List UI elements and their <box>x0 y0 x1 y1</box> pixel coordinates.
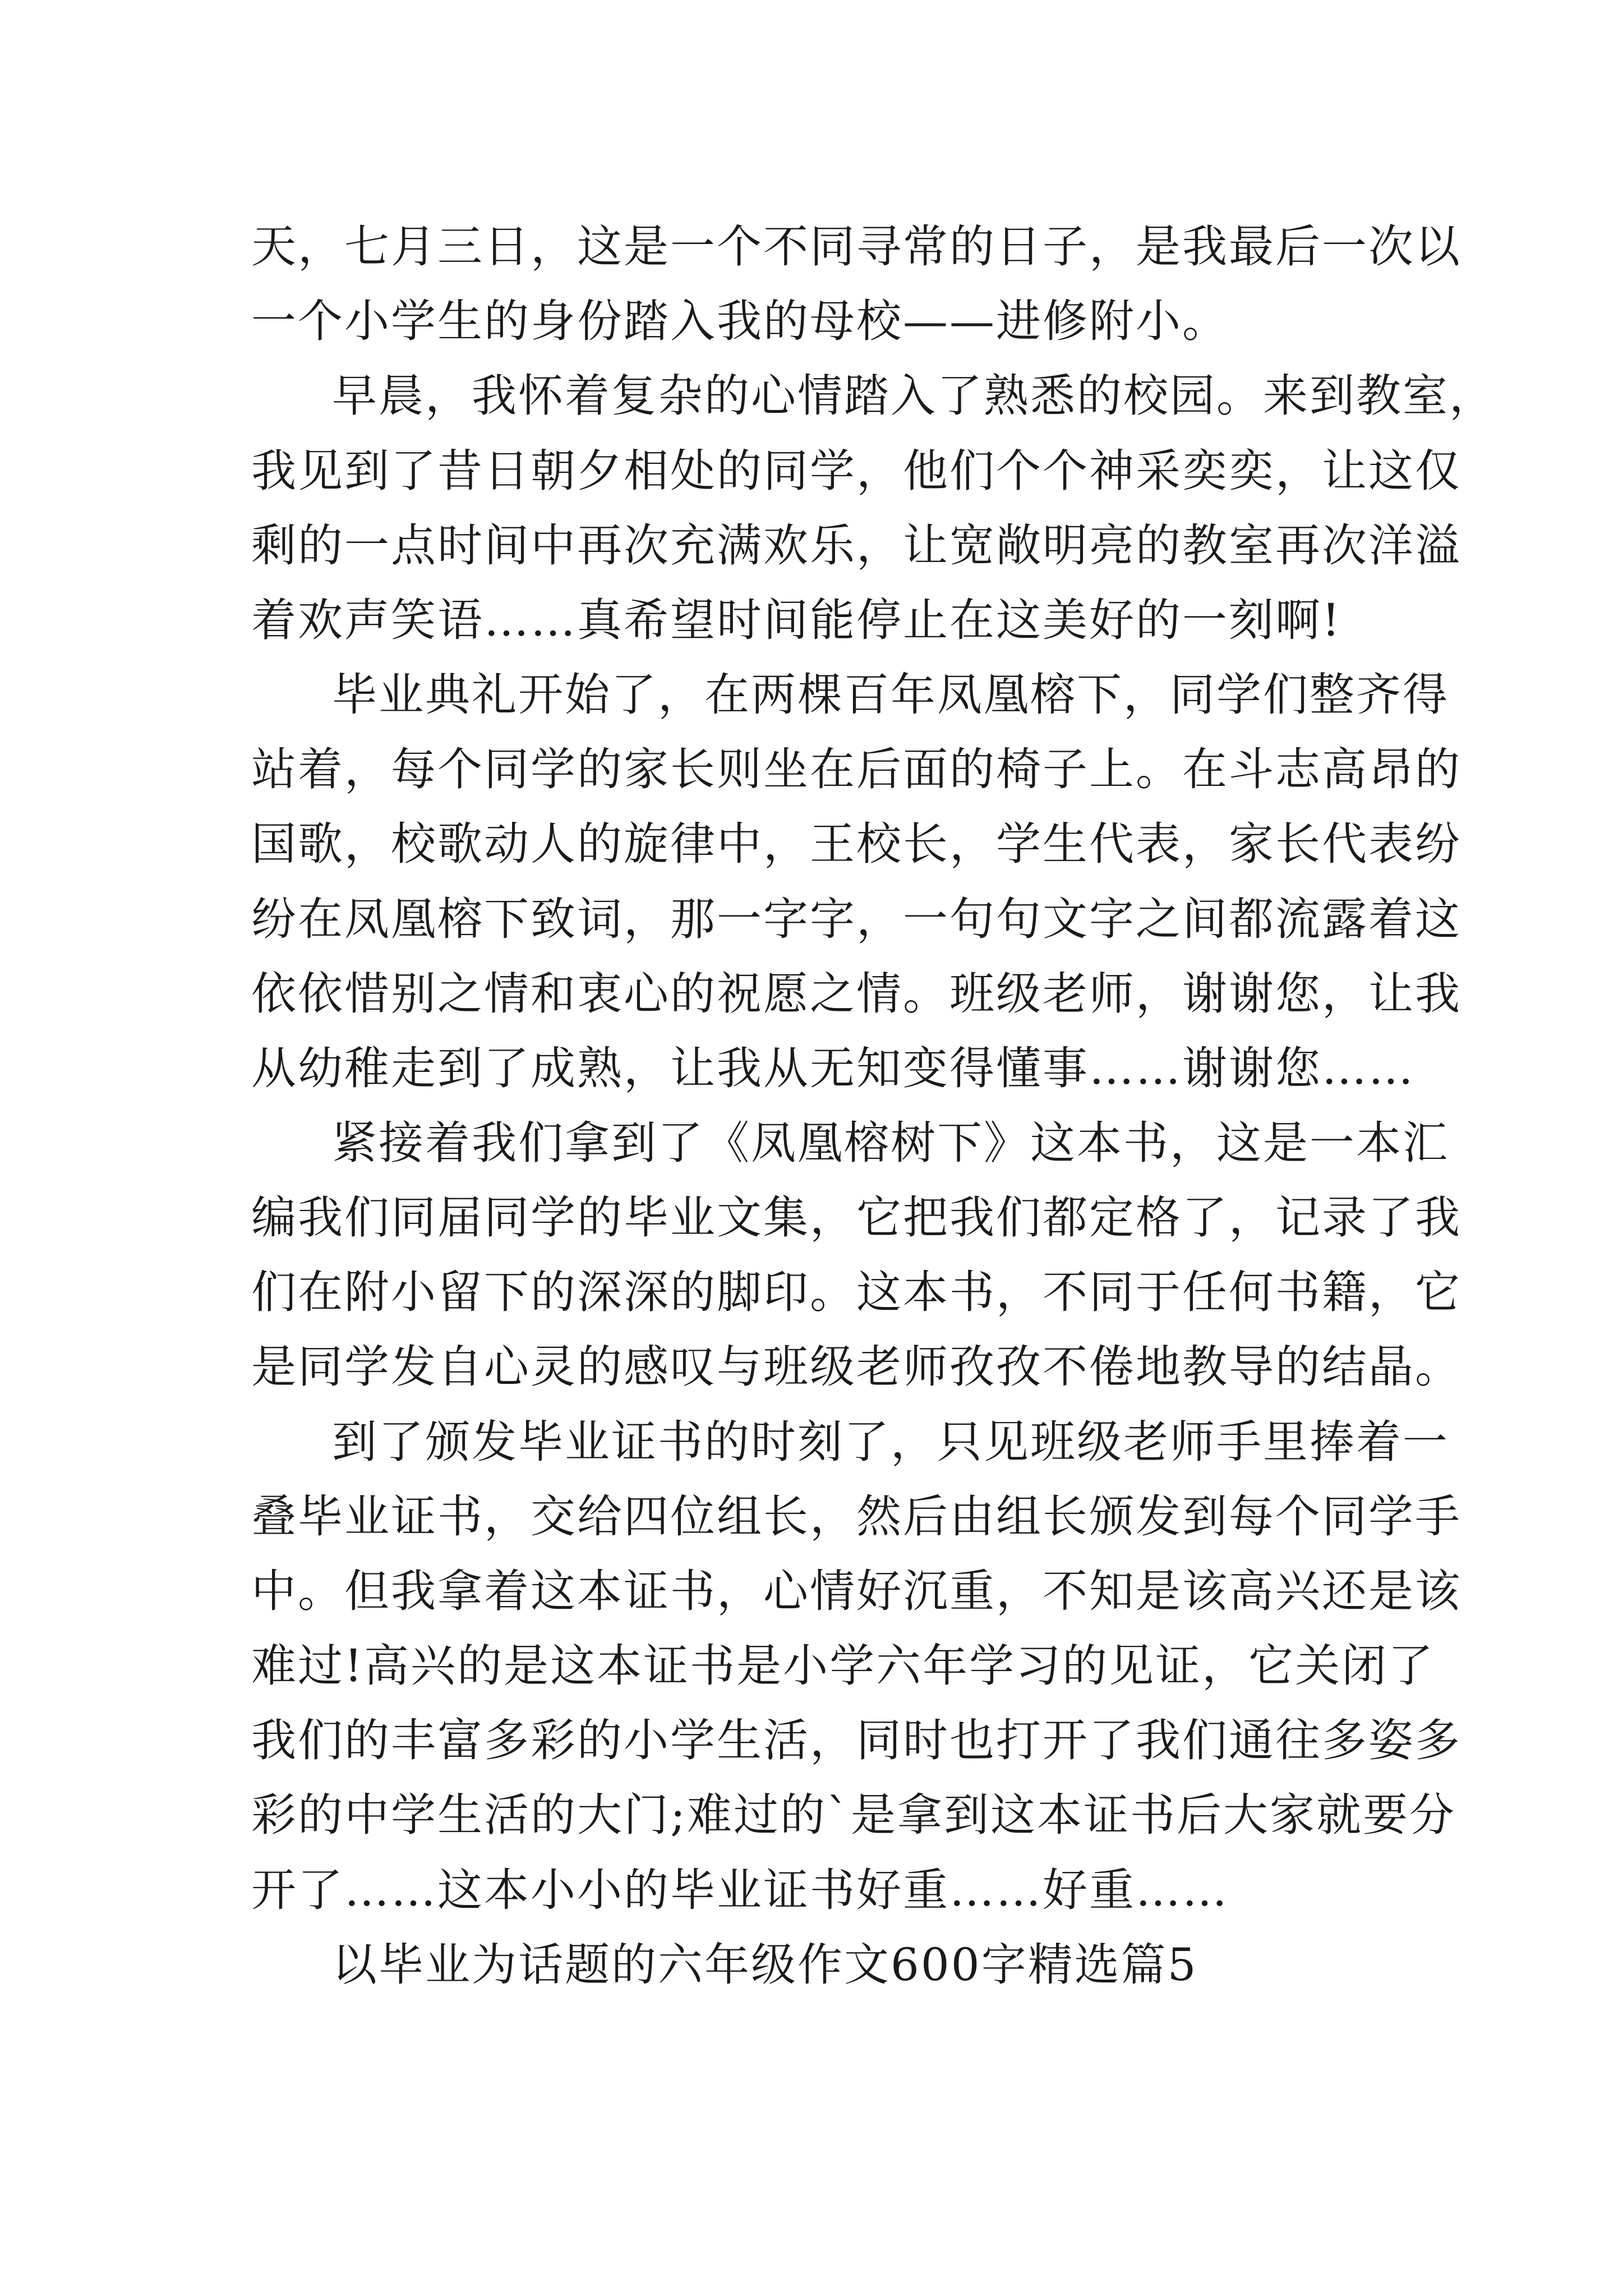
paragraph-start-line: 早晨，我怀着复杂的心情踏入了熟悉的校园。来到教室， <box>332 370 1496 422</box>
text-line: 们在附小留下的深深的脚印。这本书，不同于任何书籍，它 <box>251 1266 1461 1318</box>
paragraph-start-line: 毕业典礼开始了，在两棵百年凤凰榕下，同学们整齐得 <box>332 669 1449 721</box>
text-line: 依依惜别之情和衷心的祝愿之情。班级老师，谢谢您，让我 <box>251 968 1461 1020</box>
text-line: 从幼稚走到了成熟，让我从无知变得懂事……谢谢您…… <box>251 1042 1415 1094</box>
text-line: 彩的中学生活的大门;难过的`是拿到这本证书后大家就要分 <box>251 1789 1456 1841</box>
text-line: 我们的丰富多彩的小学生活，同时也打开了我们通往多姿多 <box>251 1714 1461 1766</box>
text-line: 剩的一点时间中再次充满欢乐，让宽敞明亮的教室再次洋溢 <box>251 519 1461 572</box>
text-line: 叠毕业证书，交给四位组长，然后由组长颁发到每个同学手 <box>251 1490 1461 1543</box>
text-line: 难过!高兴的是这本证书是小学六年学习的见证，它关闭了 <box>251 1640 1435 1692</box>
text-line: 纷在凤凰榕下致词，那一字字，一句句文字之间都流露着这 <box>251 893 1461 945</box>
text-line: 站着，每个同学的家长则坐在后面的椅子上。在斗志高昂的 <box>251 743 1461 795</box>
text-line: 我见到了昔日朝夕相处的同学，他们个个神采奕奕，让这仅 <box>251 445 1461 497</box>
text-line: 中。但我拿着这本证书，心情好沉重，不知是该高兴还是该 <box>251 1565 1461 1617</box>
paragraph-start-line: 紧接着我们拿到了《凤凰榕树下》这本书，这是一本汇 <box>332 1117 1449 1169</box>
text-line: 天，七月三日，这是一个不同寻常的日子，是我最后一次以 <box>251 220 1461 273</box>
paragraph-start-line: 到了颁发毕业证书的时刻了，只见班级老师手里捧着一 <box>332 1416 1449 1468</box>
text-line: 国歌，校歌动人的旋律中，王校长，学生代表，家长代表纷 <box>251 818 1461 870</box>
text-line: 是同学发自心灵的感叹与班级老师孜孜不倦地教导的结晶。 <box>251 1341 1461 1393</box>
text-line: 编我们同届同学的毕业文集，它把我们都定格了，记录了我 <box>251 1191 1461 1244</box>
section-heading: 以毕业为话题的六年级作文600字精选篇5 <box>332 1939 1198 1991</box>
text-line: 开了……这本小小的毕业证书好重……好重…… <box>251 1864 1229 1916</box>
text-line: 着欢声笑语……真希望时间能停止在这美好的一刻啊! <box>251 594 1342 646</box>
text-line: 一个小学生的身份踏入我的母校——进修附小。 <box>251 295 1229 347</box>
